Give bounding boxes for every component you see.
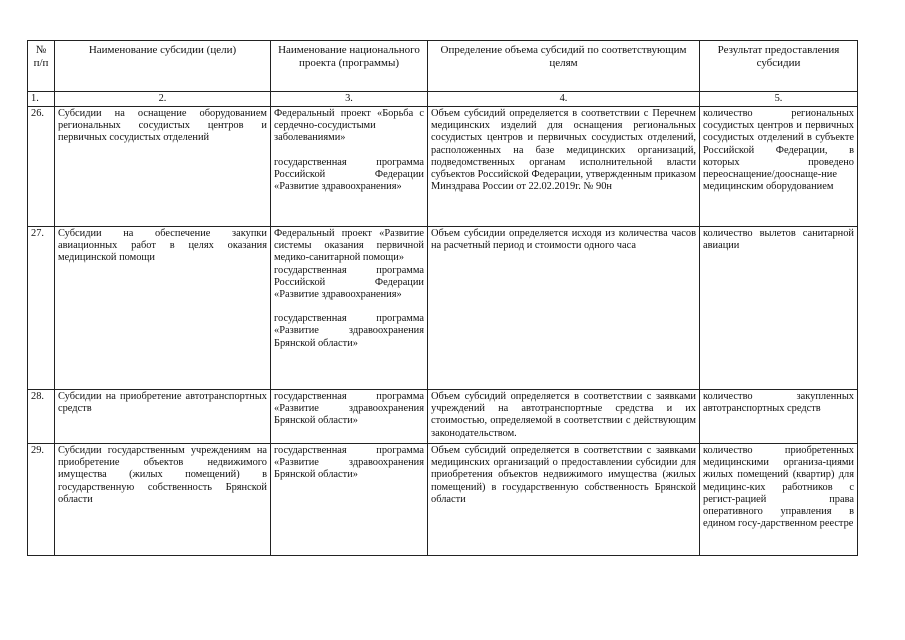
header-project (271, 41, 428, 92)
table-row (28, 227, 858, 390)
row-number: 27. (28, 227, 55, 390)
project-cell (271, 107, 428, 227)
project-cell (271, 444, 428, 556)
result-text: количество закупленных автотранспортных средств (700, 390, 858, 444)
colnum-4: 4. (428, 92, 700, 107)
column-number-row (28, 92, 858, 107)
definition-text: Объем субсидии определяется исходя из количества часов на расчетный период и стоимости одного часа (428, 227, 700, 390)
header-name-text: Наименование субсидии (цели) (88, 44, 237, 56)
result-text: количество приобретенных медицинскими организа-циями жилых помещений (квартир) для медицинс-ких работников с регист-рацией права оперативного управления в едином госу-дарственном реестре (700, 444, 858, 556)
colnum-3: 3. (271, 92, 428, 107)
header-result-text: Результат предоставления субсидии (717, 44, 840, 69)
header-project-text: Наименование национального проекта (программы) (278, 44, 420, 69)
header-num (28, 41, 55, 92)
row-number: 26. (28, 107, 55, 227)
header-name (55, 41, 271, 92)
project-regional: государственная программа «Развитие здравоохранения Брянской области» (274, 313, 424, 349)
table-row (28, 107, 858, 227)
header-result (700, 41, 858, 92)
project-cell (271, 227, 428, 390)
colnum-2: 2. (55, 92, 271, 107)
project-state: государственная программа Российской Федерации «Развитие здравоохранения» (274, 156, 424, 193)
header-definition (428, 41, 700, 92)
table-row (28, 390, 858, 444)
result-text: количество вылетов санитарной авиации (700, 227, 858, 390)
row-number: 29. (28, 444, 55, 556)
colnum-1: 1. (28, 92, 55, 107)
project-state: государственная программа Российской Федерации «Развитие здравоохранения» (274, 264, 424, 301)
project-federal: Федеральный проект «Борьба с сердечно-сосудистыми заболеваниями» (274, 108, 424, 144)
project-federal: Федеральный проект «Развитие системы оказания первичной медико-санитарной помощи» (274, 228, 424, 264)
subsidy-name: Субсидии государственным учреждениям на приобретение объектов недвижимого имущества (жилых помещений) в государственную собственность Брянской области (55, 444, 271, 556)
subsidy-name: Субсидии на обеспечение закупки авиационных работ в целях оказания медицинской помощи (55, 227, 271, 390)
header-num-text: № п/п (33, 44, 49, 69)
definition-text: Объем субсидий определяется в соответствии с Перечнем медицинских изделий для оснащения региональных сосудистых центров и первичных сосудистых отделений, расположенных на базе медицинских организаций, подведомственных органам исполнительной власти субъектов Российской Федерации, утвержденным приказом Минздрава России от 22.02.2019г. № 90н (428, 107, 700, 227)
table-header-row (28, 41, 858, 92)
subsidy-name: Субсидии на приобретение автотранспортных средств (55, 390, 271, 444)
project-regional: государственная программа «Развитие здравоохранения Брянской области» (274, 391, 424, 427)
header-definition-text: Определение объема субсидий по соответствующим целям (440, 44, 687, 69)
row-number: 28. (28, 390, 55, 444)
definition-text: Объем субсидий определяется в соответствии с заявками медицинских организаций о предоставлении субсидии для приобретения объектов недвижимого имущества (жилых помещений) в государственную собственность Брянской области (428, 444, 700, 556)
subsidy-table (27, 40, 858, 556)
colnum-5: 5. (700, 92, 858, 107)
table-row (28, 444, 858, 556)
project-regional: государственная программа «Развитие здравоохранения Брянской области» (274, 445, 424, 481)
project-cell (271, 390, 428, 444)
definition-text: Объем субсидий определяется в соответствии с заявками учреждений на автотранспортные средства и их стоимостью, определяемой в соответствии с действующим законодательством. (428, 390, 700, 444)
subsidy-name: Субсидии на оснащение оборудованием региональных сосудистых центров и первичных сосудистых отделений (55, 107, 271, 227)
result-text: количество региональных сосудистых центров и первичных сосудистых отделений в субъекте Российской Федерации, в которых проведено переоснащение/дооснаще-ние медицинским оборудованием (700, 107, 858, 227)
